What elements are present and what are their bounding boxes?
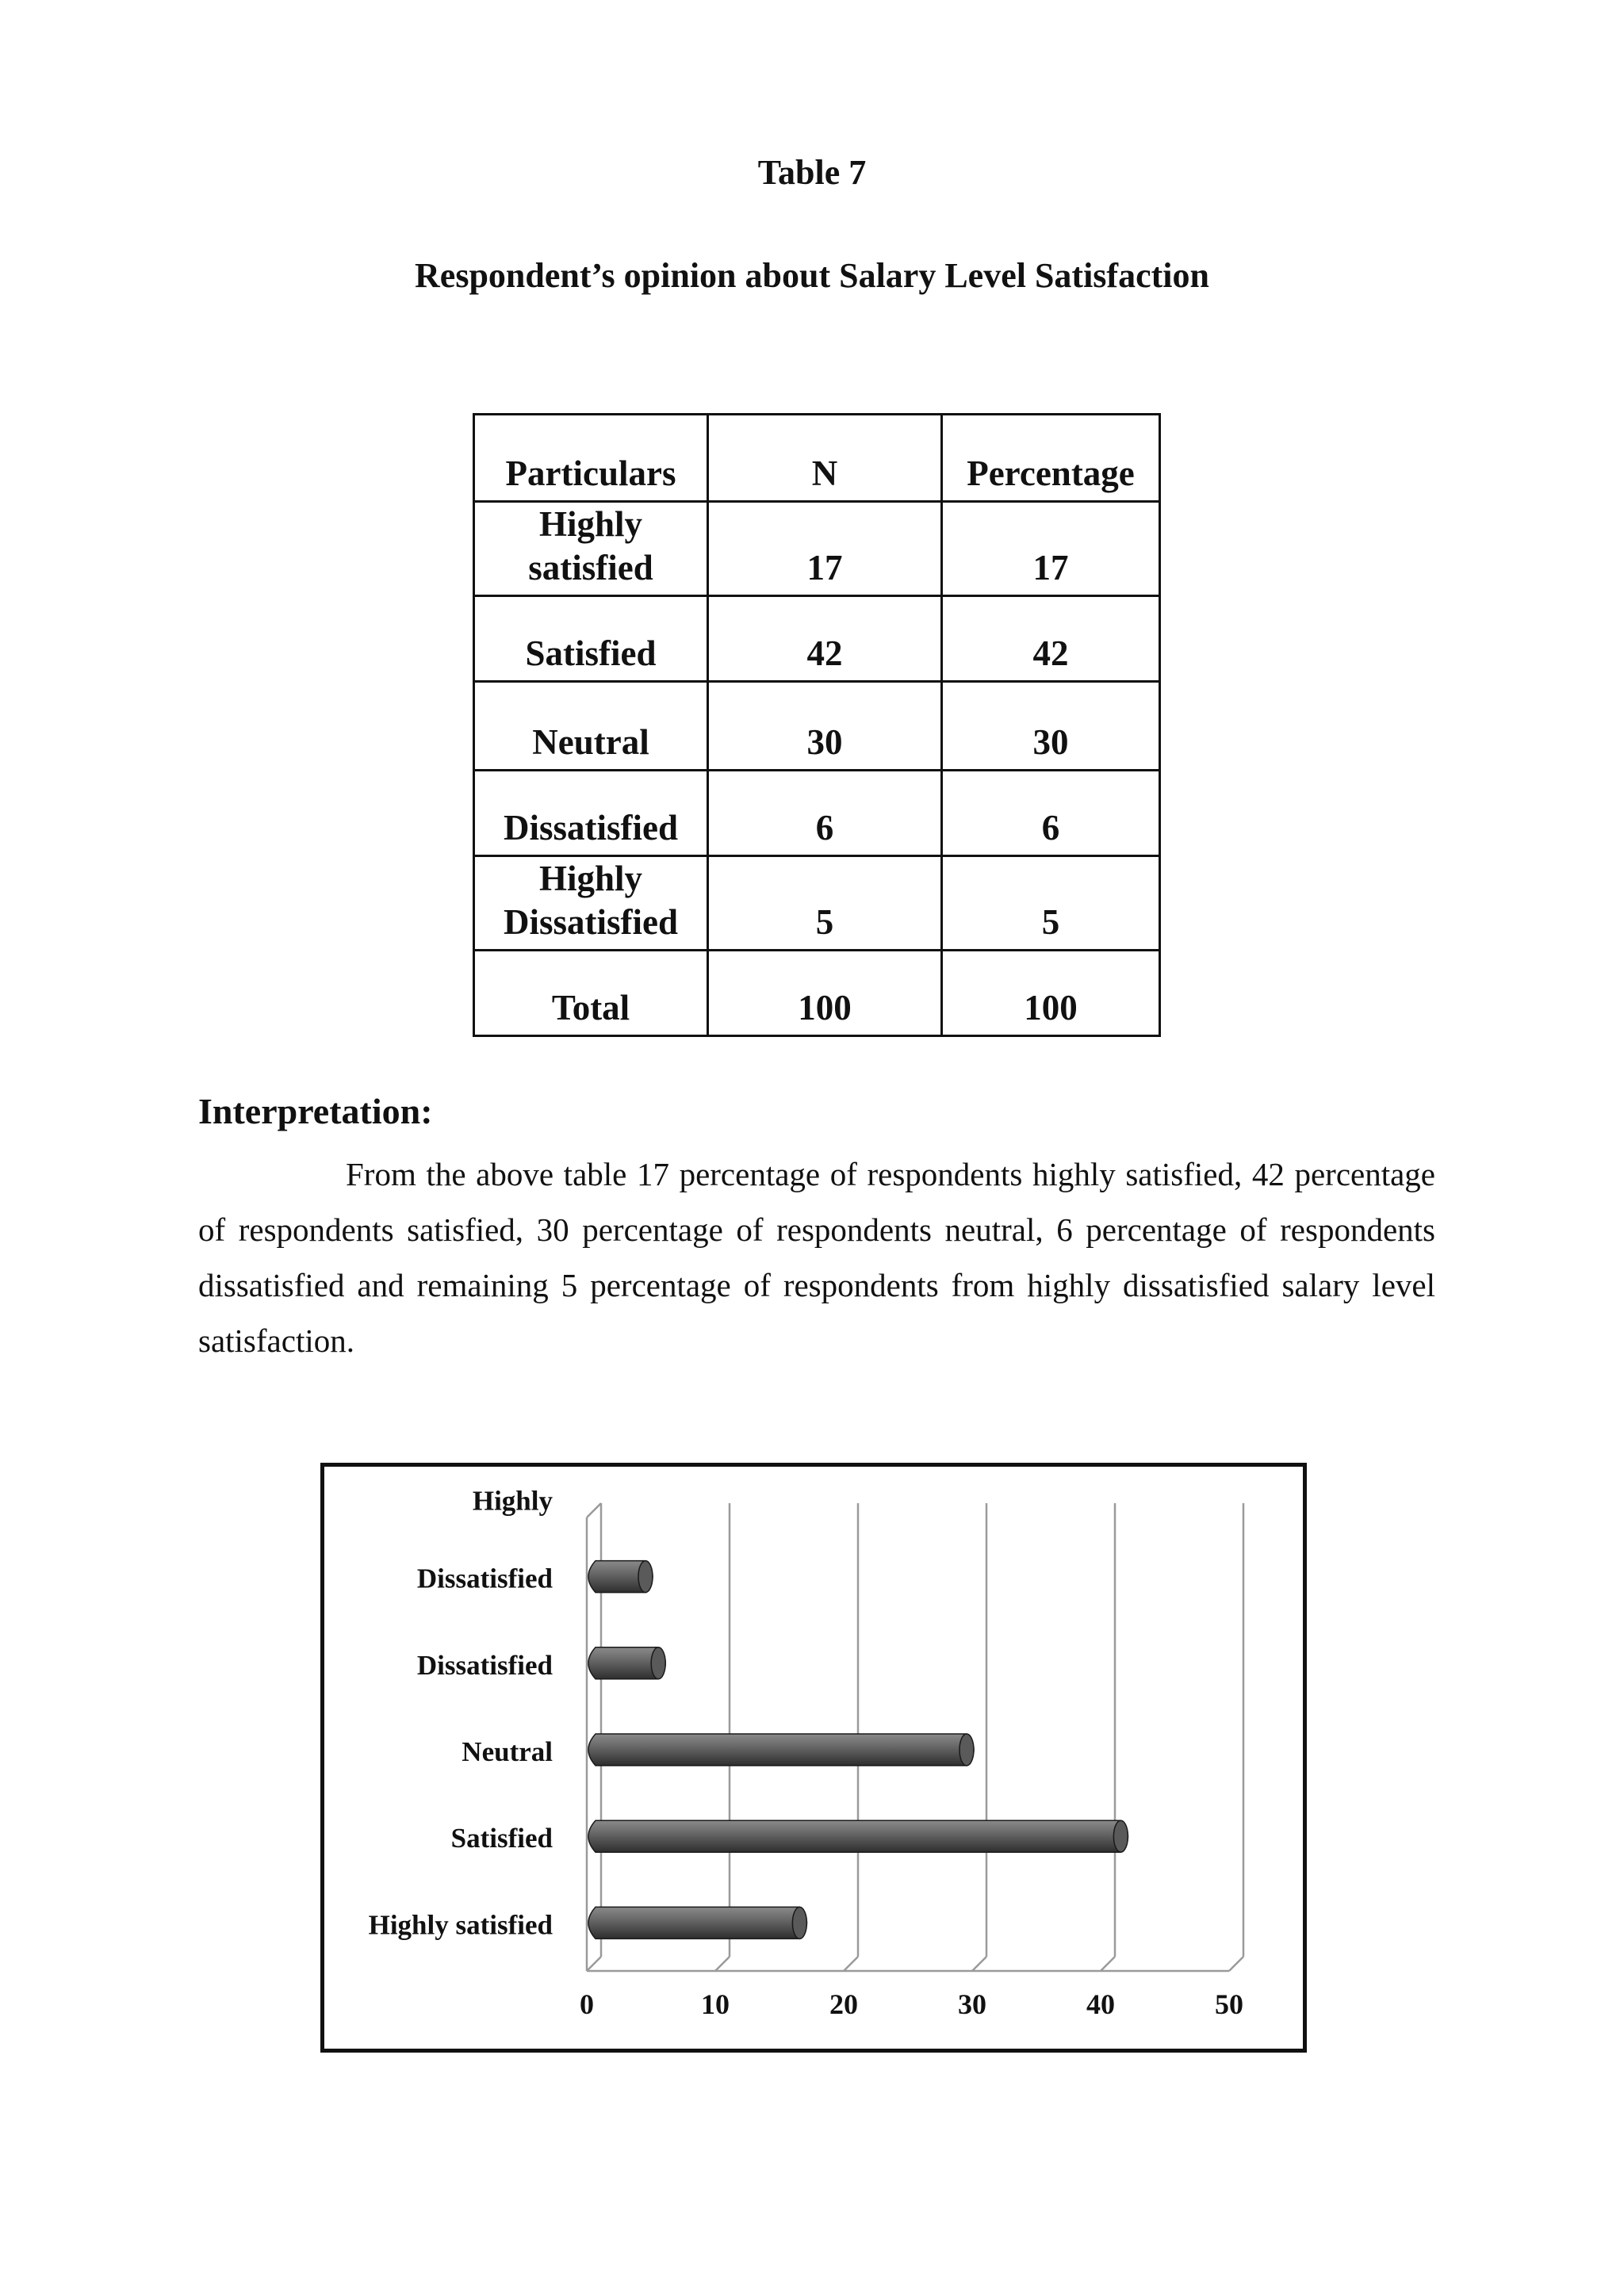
table-label: Table 7 xyxy=(757,153,867,192)
bar xyxy=(588,1820,1128,1852)
bar xyxy=(588,1907,806,1938)
cell-n: 100 xyxy=(708,951,942,1036)
category-label: Highly satisfied xyxy=(368,1909,553,1941)
cell-percentage: 17 xyxy=(942,502,1160,596)
cell-particulars xyxy=(474,502,708,596)
bar-end-cap xyxy=(638,1561,653,1593)
x-tick-label: 10 xyxy=(701,1988,730,2020)
cell-particulars: Dissatisfied xyxy=(474,771,708,856)
header-percentage: Percentage xyxy=(942,415,1160,502)
cell-n: 42 xyxy=(708,596,942,682)
bar-end-cap xyxy=(651,1647,665,1679)
floor-gridline xyxy=(972,1957,986,1971)
floor-gridline xyxy=(1229,1957,1243,1971)
cell-line: Dissatisfied xyxy=(503,902,678,942)
x-tick-label: 40 xyxy=(1086,1988,1115,2020)
cell-line: Highly xyxy=(538,504,643,544)
cell-n: 17 xyxy=(708,502,942,596)
x-tick-label: 30 xyxy=(958,1988,986,2020)
table-row xyxy=(474,502,1160,596)
bar-end-cap xyxy=(959,1734,974,1766)
x-tick-label: 0 xyxy=(580,1988,594,2020)
interpretation-heading: Interpretation: xyxy=(198,1091,433,1131)
floor-gridline xyxy=(587,1957,601,1971)
cell-percentage: 42 xyxy=(942,596,1160,682)
cell-particulars xyxy=(474,856,708,951)
x-tick-label: 20 xyxy=(829,1988,858,2020)
cell-n: 5 xyxy=(708,856,942,951)
cell-n: 30 xyxy=(708,682,942,771)
bar-chart xyxy=(324,1467,1303,2049)
data-table xyxy=(473,413,1161,1037)
cell-particulars: Satisfied xyxy=(474,596,708,682)
cell-percentage: 100 xyxy=(942,951,1160,1036)
table-header-row xyxy=(474,415,1160,502)
cell-n: 6 xyxy=(708,771,942,856)
bar xyxy=(588,1734,974,1766)
bar-end-cap xyxy=(1113,1820,1128,1852)
cell-percentage: 5 xyxy=(942,856,1160,951)
category-label: Dissatisfied xyxy=(416,1563,553,1594)
cell-line: satisfied xyxy=(528,548,653,587)
category-label: Neutral xyxy=(462,1736,553,1767)
floor-gridline xyxy=(715,1957,730,1971)
header-n: N xyxy=(708,415,942,502)
category-label: Dissatisfied xyxy=(416,1649,553,1681)
category-label: Highly xyxy=(472,1485,553,1517)
table-row xyxy=(474,682,1160,771)
cell-particulars: Total xyxy=(474,951,708,1036)
floor-gridline xyxy=(844,1957,858,1971)
cell-line: Highly xyxy=(538,859,643,898)
cell-percentage: 6 xyxy=(942,771,1160,856)
table-row xyxy=(474,771,1160,856)
x-tick-label: 50 xyxy=(1215,1988,1243,2020)
axis-y-top xyxy=(587,1503,601,1517)
bar-end-cap xyxy=(792,1907,806,1938)
cell-percentage: 30 xyxy=(942,682,1160,771)
header-particulars: Particulars xyxy=(474,415,708,502)
table-total-row xyxy=(474,951,1160,1036)
page-title: Respondent’s opinion about Salary Level Satisfaction xyxy=(415,256,1209,295)
table-row xyxy=(474,856,1160,951)
chart-frame xyxy=(320,1463,1307,2053)
category-label: Satisfied xyxy=(450,1823,553,1854)
floor-gridline xyxy=(1101,1957,1115,1971)
table-row xyxy=(474,596,1160,682)
interpretation-body: From the above table 17 percentage of respondents highly satisfied, 42 percentage of respondents satisfied, 30 percentage of respondents neutral, 6 percentage of respondents dissatisfied and remaining 5 percentage of respondents from highly dissatisfied salary level satisfaction. xyxy=(198,1156,1435,1359)
cell-particulars: Neutral xyxy=(474,682,708,771)
